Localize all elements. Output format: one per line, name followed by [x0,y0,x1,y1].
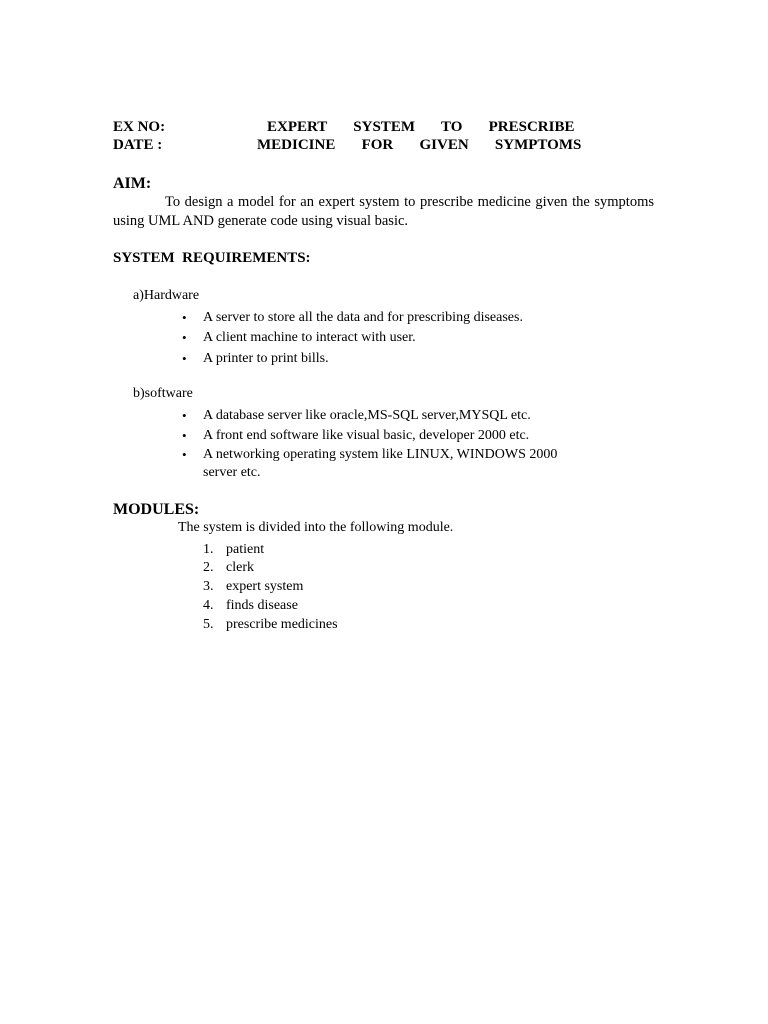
module-name: expert system [226,579,304,594]
modules-intro: The system is divided into the following module. [178,520,454,535]
module-number: 1. [203,542,214,557]
module-name: clerk [226,560,254,575]
aim-heading: AIM: [113,175,152,192]
ex-no-label: EX NO: [113,119,166,135]
hardware-label: a)Hardware [133,288,200,303]
software-item: A database server like oracle,MS-SQL server,MYSQL etc. [203,408,531,423]
module-number: 4. [203,598,214,613]
modules-heading: MODULES: [113,501,200,518]
hardware-item: A printer to print bills. [203,351,329,366]
bullet-icon: • [182,351,187,366]
module-number: 5. [203,617,214,632]
date-label: DATE : [113,137,163,153]
module-name: finds disease [226,598,298,613]
aim-text: To design a model for an expert system to prescribe medicine given the symptoms using UML AND generate code using visual basic. [113,194,654,229]
bullet-icon: • [182,330,187,345]
hardware-item: A client machine to interact with user. [203,330,416,345]
module-number: 3. [203,579,214,594]
module-number: 2. [203,560,214,575]
software-label: b)software [133,386,193,401]
module-name: prescribe medicines [226,617,338,632]
aim-paragraph [113,193,654,231]
bullet-icon: • [182,428,187,443]
bullet-icon: • [182,447,187,462]
bullet-icon: • [182,408,187,423]
title-line-2: MEDICINE FOR GIVEN SYMPTOMS [257,137,582,153]
software-item: A networking operating system like LINUX, WINDOWS 2000 [203,447,558,462]
module-name: patient [226,542,265,557]
hardware-item: A server to store all the data and for prescribing diseases. [203,310,523,325]
title-line-1: EXPERT SYSTEM TO PRESCRIBE [267,119,575,135]
bullet-icon: • [182,310,187,325]
software-item: A front end software like visual basic, developer 2000 etc. [203,428,530,443]
system-requirements-heading: SYSTEM REQUIREMENTS: [113,250,311,266]
software-item-continuation: server etc. [203,465,261,480]
